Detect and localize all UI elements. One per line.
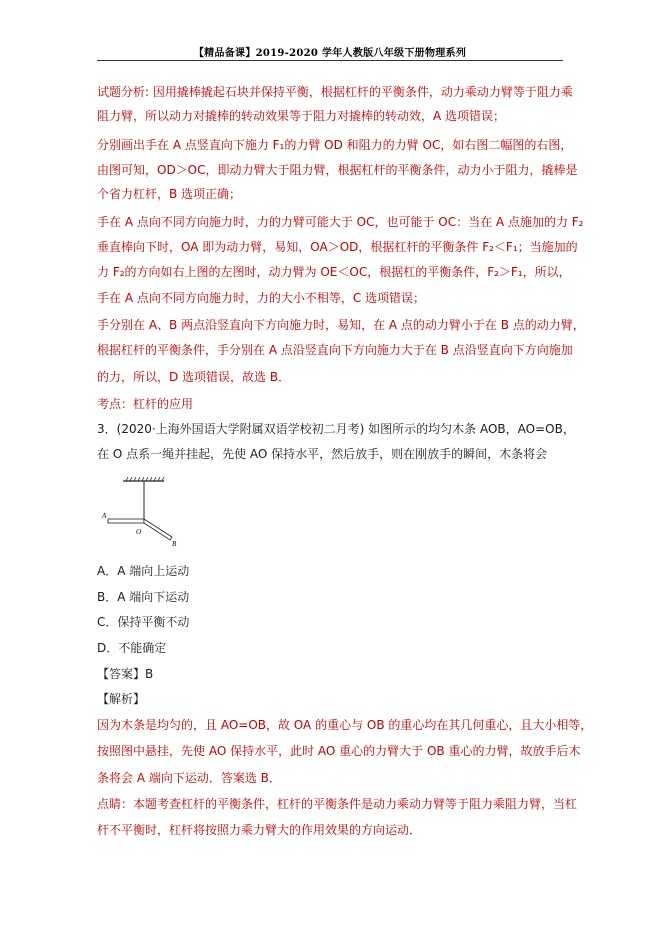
page-header-title: 【精品备课】2019-2020 学年人教版八年级下册物理系列 xyxy=(193,48,467,59)
lever-figure xyxy=(100,477,190,547)
header-divider xyxy=(97,60,563,61)
analysis1-line-2: 阻力臂，所以动力对撬棒的转动效果等于阻力对撬棒的转动效，A 选项错误； xyxy=(97,109,506,123)
explanation-line-3: 条将会 A 端向下运动．答案选 B． xyxy=(97,771,281,785)
explanation-line-2: 按照图中悬挂，先使 AO 保持水平，此时 AO 重心的力臂大于 OB 重心的力臂，故放手后木 xyxy=(97,744,581,758)
analysis1-line-10: 手分别在 A、B 两点沿竖直向下方向施力时，易知，在 A 点的动力臂小于在 B 点的动力臂， xyxy=(97,318,585,332)
label-b: B xyxy=(172,540,177,547)
option-d: D．不能确定 xyxy=(97,641,167,655)
option-a: A．A 端向上运动 xyxy=(97,564,190,578)
analysis1-line-7: 垂直棒向下时，OA 即为动力臂，易知，OA＞OD，根据杠杆的平衡条件 F₂＜F₁；当施加的 xyxy=(97,240,578,254)
analysis1-line-4: 由图可知，OD＞OC，即动力臂大于阻力臂，根据杠杆的平衡条件，动力小于阻力，撬棒是 xyxy=(97,163,578,177)
answer-label: 【答案】B xyxy=(97,667,154,681)
analysis1-line-13: 考点：杠杆的应用 xyxy=(97,397,194,411)
explanation-line-4: 点睛：本题考查杠杆的平衡条件，杠杆的平衡条件是动力乘动力臂等于阻力乘阻力臂，当杠 xyxy=(97,797,578,811)
label-a: A xyxy=(102,512,107,520)
analysis1-line-9: 手在 A 点向不同方向施力时，力的大小不相等，C 选项错误； xyxy=(97,291,426,305)
explanation-line-1: 因为木条是均匀的，且 AO=OB，故 OA 的重心与 OB 的重心均在其几何重心，且大小相等， xyxy=(97,718,593,732)
question3-stem-line-1: 3．(2020·上海外国语大学附属双语学校初二月考) 如图所示的均匀木条 AOB，AO=OB， xyxy=(97,422,575,436)
analysis1-line-3: 分别画出手在 A 点竖直向下施力 F₁的力臂 OD 和阻力的力臂 OC，如右图二幅图的右图， xyxy=(97,138,573,152)
analysis-label: 【解析】 xyxy=(97,692,146,706)
question3-stem-line-2: 在 O 点系一绳并挂起，先使 AO 保持水平，然后放手，则在刚放手的瞬间，木条将会 xyxy=(97,447,548,461)
label-o: O xyxy=(136,528,142,536)
analysis1-line-11: 根据杠杆的平衡条件，手分别在 A 点沿竖直向下方向施力大于在 B 点沿竖直向下方向施加 xyxy=(97,343,573,357)
stick-segment-ao xyxy=(108,519,144,523)
ceiling-hatching xyxy=(126,477,164,481)
analysis1-line-6: 手在 A 点向不同方向施力时，力的力臂可能大于 OC，也可能于 OC：当在 A 点施加的力 F₂ xyxy=(97,215,584,229)
analysis1-line-8: 力 F₂的方向如右上图的左图时，动力臂为 OE＜OC，根据杠的平衡条件，F₂＞F₁，所以， xyxy=(97,265,571,279)
stick-segment-ob xyxy=(144,519,172,540)
analysis1-line-12: 的力，所以，D 选项错误，故选 B． xyxy=(97,370,291,384)
analysis1-line-1: 试题分析: 因用撬棒撬起石块并保持平衡，根据杠杆的平衡条件，动力乘动力臂等于阻力乘 xyxy=(97,85,573,99)
explanation-line-5: 杆不平衡时，杠杆将按照力乘力臂大的作用效果的方向运动． xyxy=(97,823,422,837)
option-c: C．保持平衡不动 xyxy=(97,615,190,629)
analysis1-line-5: 个省力杠杆，B 选项正确； xyxy=(97,187,242,201)
option-b: B．A 端向下运动 xyxy=(97,590,190,604)
